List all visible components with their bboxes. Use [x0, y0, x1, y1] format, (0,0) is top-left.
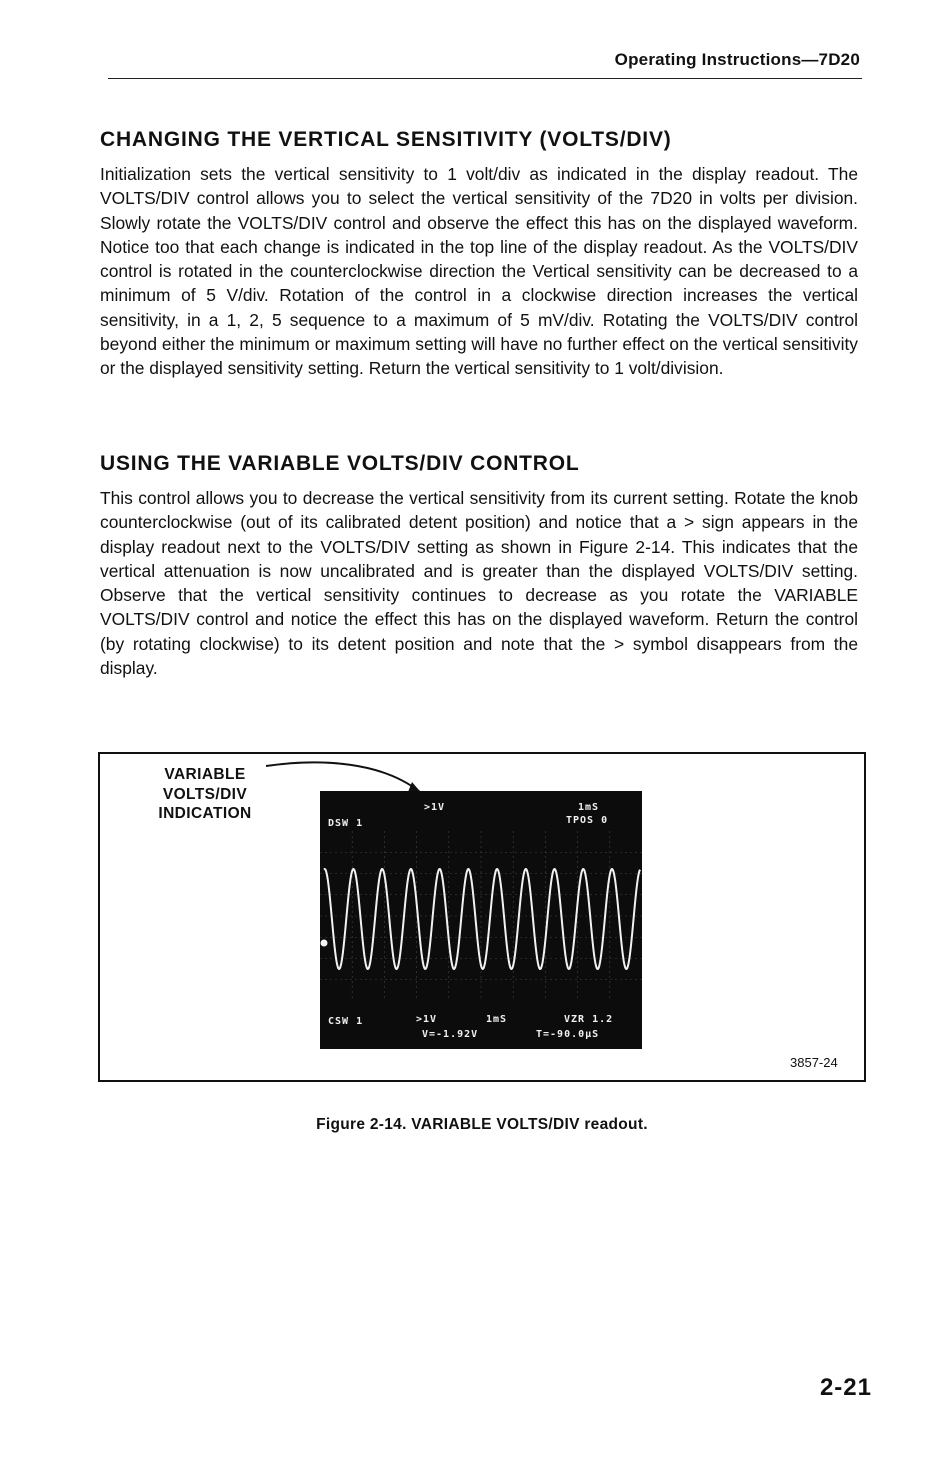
scope-bottom-time: 1mS: [486, 1014, 508, 1025]
callout-line-2: VOLTS/DIV: [162, 785, 248, 803]
page-number: 2-21: [819, 1374, 872, 1401]
scope-graticule: [320, 791, 642, 1049]
scope-top-tpos: TPOS 0: [566, 815, 609, 826]
callout-line-1: VARIABLE: [164, 766, 246, 783]
scope-display: [320, 791, 642, 1049]
figure-id: 3857-24: [790, 1055, 838, 1070]
waveform-trace: [324, 869, 640, 969]
section-heading-vertical-sensitivity: CHANGING THE VERTICAL SENSITIVITY (VOLTS/DIV): [100, 128, 672, 151]
scope-top-left: DSW 1: [328, 818, 364, 829]
running-header: Operating Instructions—7D20: [614, 50, 860, 69]
callout-line-3: INDICATION: [158, 805, 252, 822]
scope-bottom-channel: CSW 1: [328, 1016, 364, 1027]
scope-bottom-voltage-readout: V=-1.92V: [422, 1029, 479, 1040]
trace-marker-icon: [321, 940, 328, 947]
paragraph-vertical-sensitivity: Initialization sets the vertical sensitivity to 1 volt/div as indicated in the display readout. The VOLTS/DIV control allows you to select the vertical sensitivity of the 7D20 in volts per division. Slowly rotate the VOLTS/DIV control and observe the effect this has on the displayed waveform. Notice too that each change is indicated in the top line of the display readout. As the VOLTS/DIV control is rotated in the counterclockwise direction the Vertical sensitivity can be decreased to a minimum of 5 V/div. Rotation of the control in a clockwise direction increases the vertical sensitivity, in a 1, 2, 5 sequence to a maximum of 5 mV/div. Rotating the VOLTS/DIV control beyond either the minimum or maximum setting will have no further effect on the vertical sensitivity or the displayed sensitivity setting. Return the vertical sensitivity to 1 volt/division.: [100, 164, 858, 379]
scope-bottom-volts: >1V: [416, 1014, 438, 1025]
scope-bottom-vzr: VZR 1.2: [564, 1014, 614, 1025]
figure-caption: Figure 2-14. VARIABLE VOLTS/DIV readout.: [316, 1116, 648, 1133]
scope-bottom-time-readout: T=-90.0µS: [536, 1029, 600, 1040]
callout-label: [140, 765, 270, 824]
header-rule: [108, 78, 862, 79]
scope-top-time: 1mS: [578, 802, 600, 813]
scope-top-volts: >1V: [424, 802, 446, 813]
section-heading-variable-volts-div: USING THE VARIABLE VOLTS/DIV CONTROL: [100, 452, 580, 475]
paragraph-variable-volts-div: This control allows you to decrease the vertical sensitivity from its current setting. Rotate the knob counterclockwise (out of its calibrated detent position) and notice that a > sign appears in the display readout next to the VOLTS/DIV setting as shown in Figure 2-14. This indicates that the vertical attenuation is now uncalibrated and is greater than the displayed VOLTS/DIV setting. Observe that the vertical sensitivity continues to decrease as you rotate the VARIABLE VOLTS/DIV control and notice the effect this has on the displayed waveform. Return the control (by rotating clockwise) to its detent position and note that the > symbol disappears from the display.: [100, 488, 858, 679]
